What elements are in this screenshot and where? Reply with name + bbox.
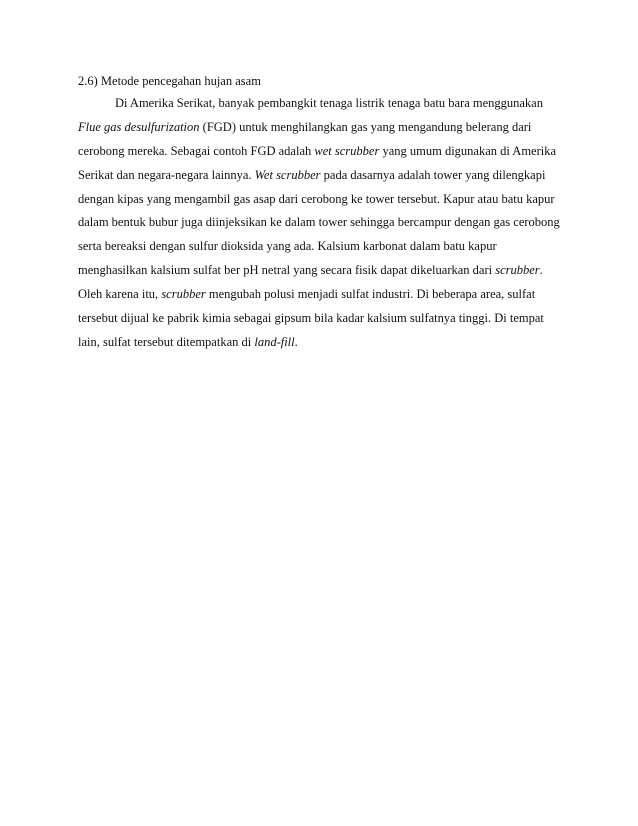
italic-term: scrubber bbox=[161, 287, 206, 302]
text-run: tersebut dijual ke pabrik kimia sebagai gipsum bila kadar kalsium sulfatnya tinggi. Di tempat bbox=[78, 311, 544, 326]
section-heading: 2.6) Metode pencegahan hujan asam bbox=[78, 74, 261, 88]
text-run: lain, sulfat tersebut ditempatkan di bbox=[78, 334, 255, 349]
text-run: Oleh karena itu, bbox=[78, 287, 162, 302]
text-run: menghasilkan kalsium sulfat ber pH netral yang secara fisik dapat dikeluarkan dari bbox=[78, 263, 496, 278]
paragraph-line bbox=[78, 283, 568, 307]
paragraph-line bbox=[78, 307, 568, 331]
italic-term: wet scrubber bbox=[314, 143, 380, 158]
text-run: dengan kipas yang mengambil gas asap dari cerobong ke tower tersebut. Kapur atau batu kapur bbox=[78, 191, 555, 206]
text-run: Di Amerika Serikat, banyak pembangkit tenaga listrik tenaga batu bara menggunakan bbox=[115, 96, 543, 110]
paragraph-line bbox=[78, 211, 568, 235]
paragraph-line bbox=[78, 331, 568, 355]
text-run: mengubah polusi menjadi sulfat industri. Di beberapa area, sulfat bbox=[205, 287, 536, 302]
paragraph-line bbox=[78, 259, 568, 283]
text-run: Serikat dan negara-negara lainnya. bbox=[78, 167, 255, 182]
italic-term: Flue gas desulfurization bbox=[78, 119, 200, 134]
body-paragraph bbox=[78, 92, 568, 355]
paragraph-line bbox=[78, 188, 568, 212]
text-run: dalam bentuk bubur juga diinjeksikan ke dalam tower sehingga bercampur dengan gas cerobong bbox=[78, 215, 560, 230]
text-run: (FGD) untuk menghilangkan gas yang mengandung belerang dari bbox=[199, 119, 532, 134]
italic-term: scrubber bbox=[495, 263, 540, 278]
paragraph-line bbox=[78, 140, 568, 164]
paragraph-line bbox=[78, 235, 568, 259]
text-run: . bbox=[539, 263, 543, 278]
text-run: . bbox=[294, 334, 298, 349]
paragraph-line bbox=[78, 92, 568, 116]
text-run: cerobong mereka. Sebagai contoh FGD adalah bbox=[78, 143, 315, 158]
italic-term: land-fill bbox=[254, 334, 295, 349]
text-run: yang umum digunakan di Amerika bbox=[379, 143, 557, 158]
italic-term: Wet scrubber bbox=[254, 167, 321, 182]
paragraph-line bbox=[78, 116, 568, 140]
paragraph-line bbox=[78, 164, 568, 188]
text-run: pada dasarnya adalah tower yang dilengkapi bbox=[320, 167, 546, 182]
text-run: serta bereaksi dengan sulfur dioksida yang ada. Kalsium karbonat dalam batu kapur bbox=[78, 239, 497, 254]
